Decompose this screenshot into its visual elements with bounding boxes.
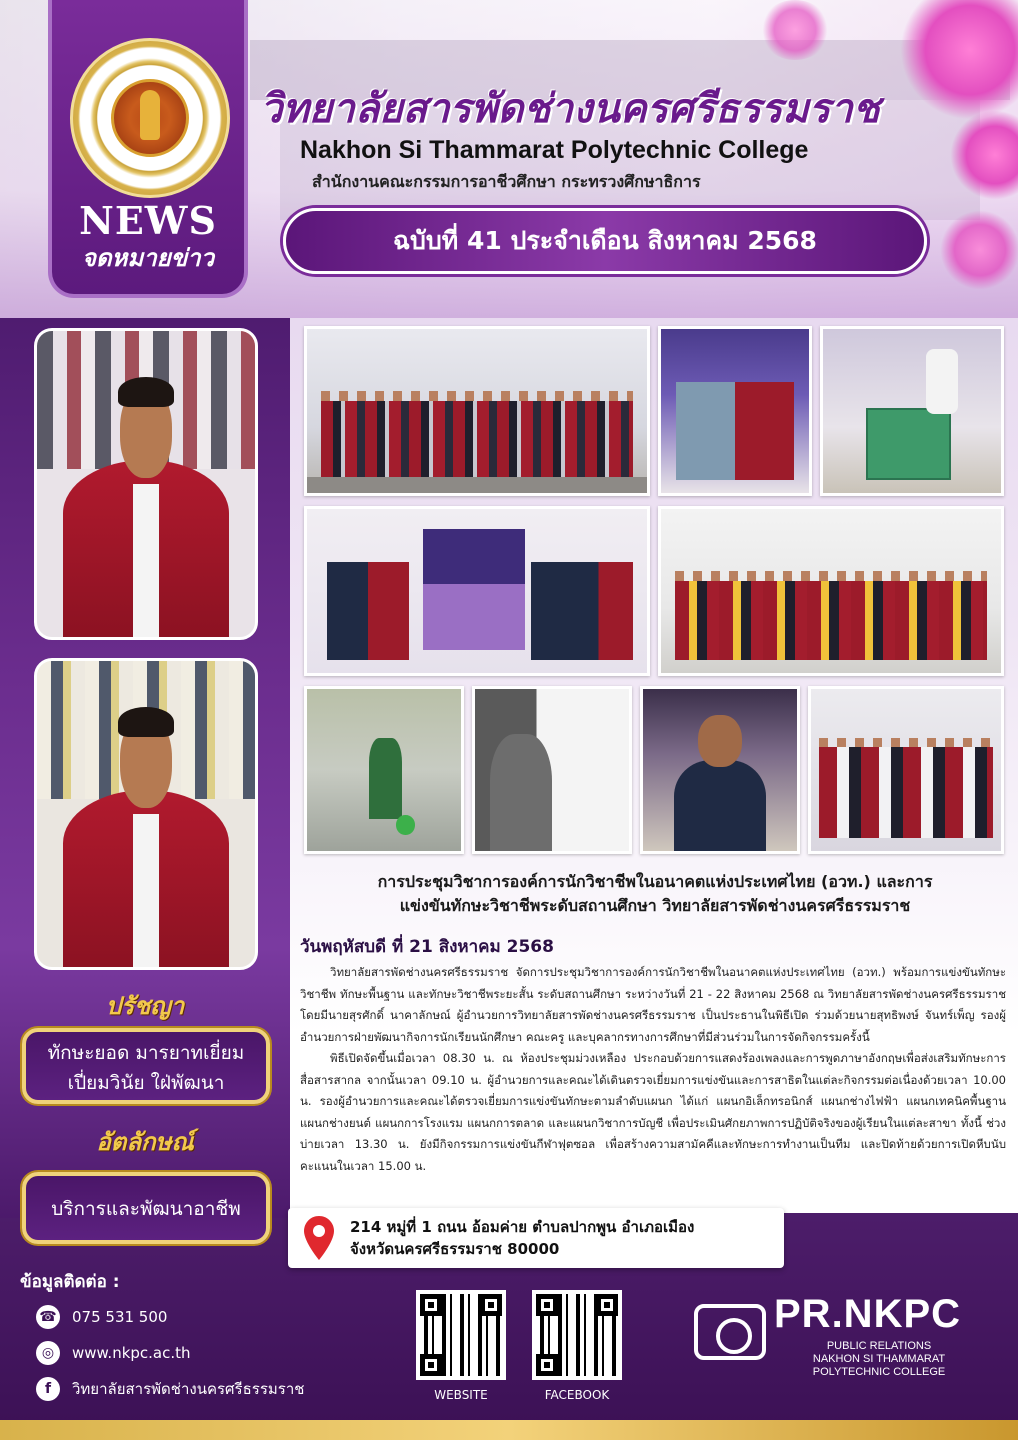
pr-logo-name: PR.NKPC — [774, 1292, 962, 1336]
director-portrait — [34, 328, 258, 640]
identity-label: อัตลักษณ์ — [96, 1128, 194, 1156]
contact-facebook[interactable] — [36, 1376, 304, 1402]
address-line-2: จังหวัดนครศรีธรรมราช 80000 — [350, 1240, 560, 1258]
identity-box — [22, 1172, 270, 1244]
article-date: วันพฤหัสบดี ที่ 21 สิงหาคม 2568 — [300, 937, 554, 957]
pr-nkpc-logo — [694, 1290, 1004, 1390]
photo-exhibition — [304, 506, 650, 676]
address-line-1: 214 หมู่ที่ 1 ถนน อ้อมค่าย ตำบลปากพูน อำเภอเมือง — [350, 1218, 695, 1236]
facebook-qr-label: FACEBOOK — [544, 1388, 610, 1402]
facebook-icon: f — [36, 1377, 60, 1401]
philosophy-box — [22, 1028, 270, 1104]
photo-workshop-group — [658, 506, 1004, 676]
website-url: www.nkpc.ac.th — [72, 1344, 191, 1362]
facebook-qr-code[interactable] — [532, 1290, 622, 1380]
contact-title: ข้อมูลติดต่อ : — [20, 1272, 120, 1292]
website-qr-label: WEBSITE — [434, 1388, 488, 1402]
article-paragraph-2: พิธีเปิดจัดขึ้นเมื่อเวลา 08.30 น. ณ ห้องประชุมม่วงเหลือง ประกอบด้วยการแสดงร้องเพลงและการพูดภาษาอังกฤษเพื่อส่งเสริมทักษะการสื่อสารสากล จากนั้นเวลา 09.10 น. ผู้อำนวยการและคณะได้เดินตรวจเยี่ยมการแข่งขันและการสาธิตในแต่ละกิจกรรมต่อเนื่องด้วยเวลา 10.00 น. รองผู้อำนวยการและคณะได้ตรวจเยี่ยมการแข่งขันทักษะตามลำดับแผนก ได้แก่ แผนกอิเล็กทรอนิกส์ แผนกช่างไฟฟ้า แผนกเทคนิคพื้นฐาน แผนกช่างยนต์ แผนกการโรงแรม แผนกการตลาด และแผนกวิชาการบัญชี เพื่อประเมินศักยภาพการปฏิบัติจริงของผู้เรียนในแต่ละสาขา ทั้งนี้ ช่วงบ่ายเวลา 13.30 น. ยังมีกิจกรรมการแข่งขันกีฬาฟุตซอล เพื่อสร้างความสามัคคีและทักษะการทำงานเป็นทีม และปิดท้ายด้วยการเปิดหีบนับคะแนนในเวลา 15.00 น. — [300, 1051, 1006, 1173]
philosophy-label: ปรัชญา — [105, 992, 185, 1020]
photo-whiteboard — [472, 686, 632, 854]
philosophy-line-2: เปี่ยมวินัย ใฝ่พัฒนา — [67, 1072, 225, 1094]
identity-text: บริการและพัฒนาอาชีพ — [51, 1198, 241, 1220]
article-title-line-2: แข่งขันทักษะวิชาชีพระดับสถานศึกษา วิทยาลัยสารพัดช่างนครศรีธรรมราช — [399, 896, 911, 915]
college-name-english: Nakhon Si Thammarat Polytechnic College — [300, 136, 809, 164]
address-box — [288, 1208, 784, 1268]
ministry-line: สำนักงานคณะกรรมการอาชีวศึกษา กระทรวงศึกษาธิการ — [312, 172, 701, 191]
article-paragraph-1: วิทยาลัยสารพัดช่างนครศรีธรรมราช จัดการประชุมวิชาการองค์การนักวิชาชีพในอนาคตแห่งประเทศไทย (อวท.) พร้อมการแข่งขันทักษะวิชาชีพ ทักษะพื้นฐาน และทักษะวิชาชีพระยะสั้น ระดับสถานศึกษา ระหว่างวันที่ 21 - 22 สิงหาคม 2568 ณ วิทยาลัยสารพัดช่างนครศรีธรรมราช โดยมีนายสุรศักดิ์ นาคาลักษณ์ ผู้อำนวยการวิทยาลัยสารพัดช่างนครศรีธรรมราช เป็นประธานในพิธีเปิด ร่วมด้วยนายสุทธิพงษ์ จันทร์เพ็ญ รองผู้อำนวยการฝ่ายพัฒนากิจการนักเรียนนักศึกษา คณะครู และบุคลากรทางการศึกษาที่มีส่วนร่วมในการจัดกิจกรรมครั้งนี้ — [300, 965, 1006, 1044]
website-qr-code[interactable] — [416, 1290, 506, 1380]
pr-sub-line-1: PUBLIC RELATIONS — [826, 1340, 932, 1352]
pr-sub-line-2: NAKHON SI THAMMARAT — [812, 1353, 946, 1365]
philosophy-line-1: ทักษะยอด มารยาทเยี่ยม — [47, 1042, 245, 1064]
pr-sub-line-3: POLYTECHNIC COLLEGE — [812, 1366, 946, 1378]
facebook-name: วิทยาลัยสารพัดช่างนครศรีธรรมราช — [72, 1380, 305, 1398]
college-name-thai: วิทยาลัยสารพัดช่างนครศรีธรรมราช — [260, 86, 880, 132]
news-title: NEWS — [79, 198, 217, 243]
photo-student — [640, 686, 800, 854]
pr-logo-subtitle — [774, 1340, 984, 1379]
photo-speech — [658, 326, 812, 496]
contact-phone[interactable] — [36, 1304, 167, 1330]
bottom-gold-strip — [0, 1420, 1018, 1440]
contact-website[interactable] — [36, 1340, 191, 1366]
globe-icon: ◎ — [36, 1341, 60, 1365]
news-subtitle: จดหมายข่าว — [81, 244, 215, 272]
issue-banner: ฉบับที่ 41 ประจำเดือน สิงหาคม 2568 — [283, 208, 927, 274]
phone-number: 075 531 500 — [72, 1308, 168, 1326]
address-text — [350, 1216, 780, 1260]
location-pin-icon — [304, 1216, 334, 1260]
photo-group-stage — [304, 326, 650, 496]
photo-classroom — [808, 686, 1004, 854]
photo-futsal — [304, 686, 464, 854]
college-seal-logo — [70, 38, 230, 198]
photo-ballot-box — [820, 326, 1004, 496]
article-title-line-1: การประชุมวิชาการองค์การนักวิชาชีพในอนาคตแห่งประเทศไทย (อวท.) และการ — [377, 872, 933, 891]
deputy-director-portrait — [34, 658, 258, 970]
phone-icon: ☎ — [36, 1305, 60, 1329]
article-body — [300, 962, 1006, 1177]
article-title — [300, 870, 1010, 918]
camera-icon — [694, 1304, 766, 1360]
